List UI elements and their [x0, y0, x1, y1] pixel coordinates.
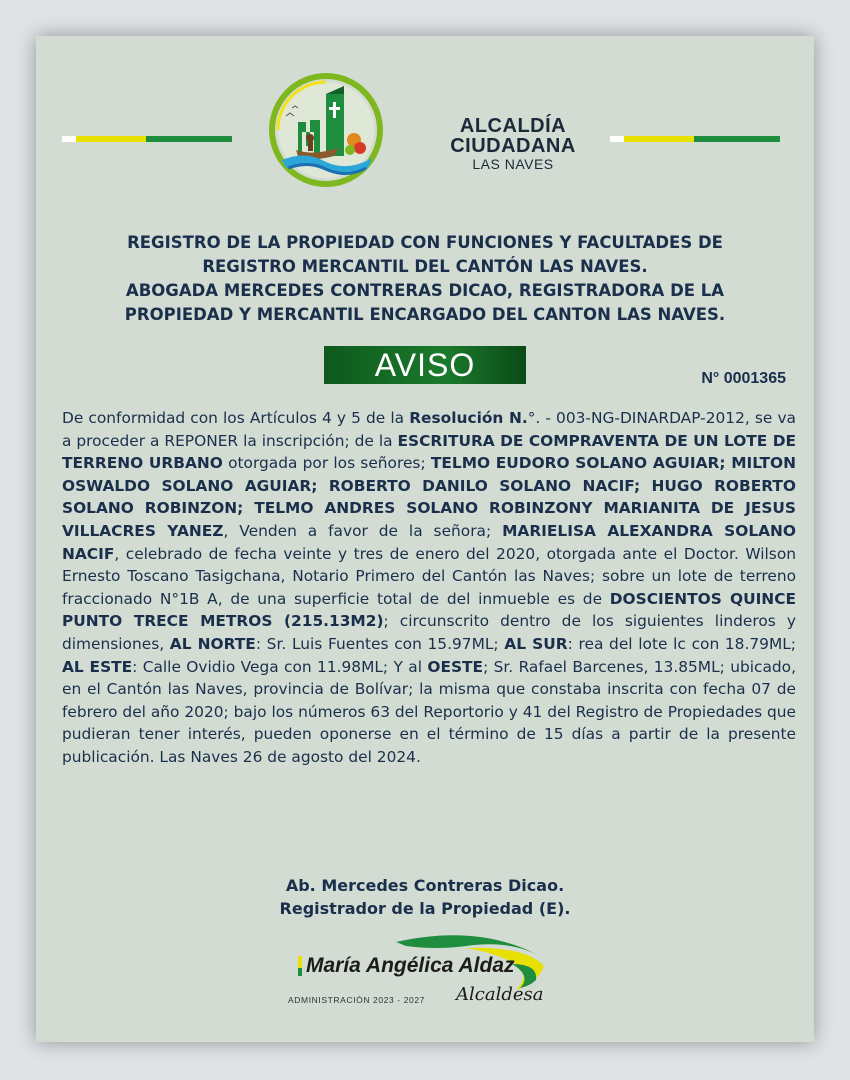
body-text: De conformidad con los Artículos 4 y 5 de la [62, 409, 410, 427]
header-line: REGISTRO MERCANTIL DEL CANTÓN LAS NAVES. [202, 257, 648, 276]
registry-header [58, 231, 792, 327]
administration-period: ADMINISTRACIÓN 2023 - 2027 [288, 995, 426, 1005]
notice-title: AVISO [324, 346, 526, 384]
decorative-rule-right [610, 136, 780, 142]
brand-name [428, 116, 598, 172]
body-bold: Resolución N. [409, 409, 528, 427]
body-text: , celebrado de fecha veinte y tres de enero del 2020, otorgada ante el Doctor. Wilson Ernesto Toscano Tasigchana, Notario Primero del Cantón las Naves; sobre un lote de terreno fraccionado N°1B A, de una superficie total de del inmueble es de [62, 544, 796, 608]
notice-card [36, 36, 814, 1042]
body-text: : Sr. Luis Fuentes con 15.97ML; [255, 634, 505, 653]
signature-role: Registrador de la Propiedad (E). [279, 899, 571, 918]
brand-line-2: CIUDADANA [450, 135, 576, 157]
header-line: PROPIEDAD Y MERCANTIL ENCARGADO DEL CANTON LAS NAVES. [124, 305, 726, 324]
municipality-logo-icon [268, 72, 384, 188]
body-text: otorgada por los señores; [222, 454, 431, 473]
body-text: , Venden a favor de la señora; [223, 521, 503, 540]
header-line: REGISTRO DE LA PROPIEDAD CON FUNCIONES Y FACULTADES DE [127, 233, 723, 252]
body-text: ; Sr. Rafael Barcenes, 13.85ML; ubicado, en el Cantón las Naves, provincia de Bolívar; la misma que constaba inscrita con fecha 07 de febrero del año 2020; bajo los números 63 del Reportorio y 41 del Registro de Propiedades que pudieran tener interés, pueden oponerse en el término de 15 días a partir de la presente publicación. Las Naves 26 de agosto del 2024. [62, 657, 796, 766]
brand-line-1: ALCALDÍA [459, 115, 567, 137]
notice-body [62, 407, 796, 769]
body-bold: AL NORTE [169, 634, 256, 653]
decorative-rule-left [62, 136, 232, 142]
body-bold: OESTE [427, 657, 484, 676]
body-bold: DOSCIENTOS QUINCE PUNTO TRECE METROS (215.13M2) [62, 589, 797, 631]
body-bold: ESCRITURA DE COMPRAVENTA DE UN LOTE DE TERRENO URBANO [62, 431, 796, 473]
body-text: ; circunscrito dentro de los siguientes linderos y dimensiones, [62, 612, 796, 653]
body-text: °. - 003-NG-DINARDAP-2012, se va a proceder a REPONER la inscripción; de la [62, 409, 796, 450]
body-bold: AL ESTE [62, 657, 133, 676]
body-bold: MARIELISA ALEXANDRA SOLANO NACIF [62, 521, 797, 563]
body-bold: AL SUR [504, 634, 568, 653]
mayor-signature: Alcaldesa [456, 984, 544, 1005]
signature-name: Ab. Mercedes Contreras Dicao. [285, 876, 565, 895]
notice-number: N° 0001365 [701, 370, 786, 387]
brand-line-3: LAS NAVES [472, 156, 554, 172]
body-text: : Calle Ovidio Vega con 11.98ML; Y al [132, 657, 428, 676]
header-line: ABOGADA MERCEDES CONTRERAS DICAO, REGISTRADORA DE LA [125, 281, 725, 300]
body-text: : rea del lote lc con 18.79ML; [567, 634, 796, 653]
body-bold: TELMO EUDORO SOLANO AGUIAR; MILTON OSWALDO SOLANO AGUIAR; ROBERTO DANILO SOLANO NACIF; HUGO ROBERTO SOLANO ROBINZON; TELMO ANDRES SOLANO ROBINZONY MARIANITA DE JESUS VILLACRES YANEZ [62, 454, 796, 540]
mayor-name: María Angélica Aldaz [306, 954, 515, 977]
